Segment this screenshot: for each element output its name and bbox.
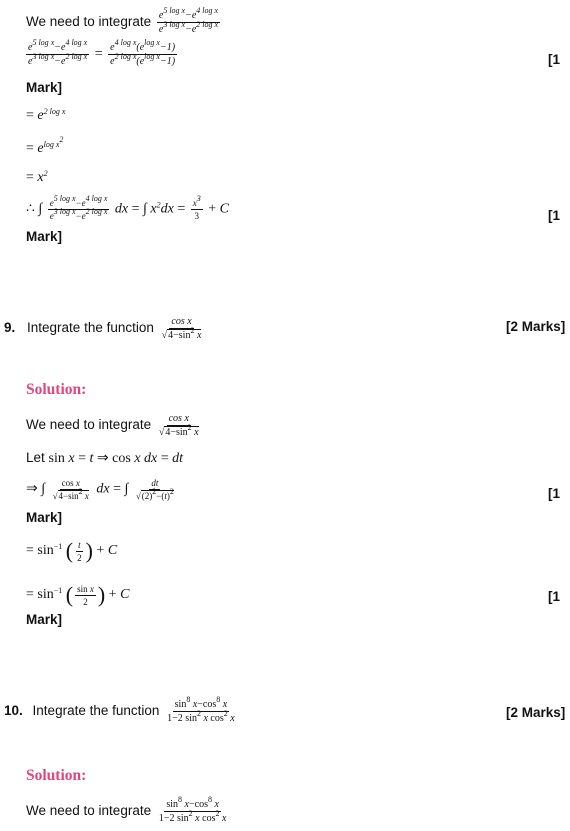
solution-label-10: Solution: — [26, 767, 87, 784]
question-10-number: 10. — [4, 703, 23, 719]
final-integral: ∴ ∫ $\frac{e^{5 log x}-e^{4 log x}}{e^{3 log x}-e^{2 log x}}$ dx = ∫ $x^2dx$ = $\frac{x^3}{3}$ + C — [26, 194, 229, 221]
integrand-fraction: $\frac{e^{5 log x}-e^{4 log x}}{e^{3 log x}-e^{2 log x}}$ — [158, 6, 219, 35]
step-x2: = $x^2$ — [26, 169, 48, 185]
sol9-substitution: ⇒ ∫ $\frac{\text{cos x}}{√4-\sin^2 x}$ dx = ∫ $\frac{dt}{√(2)^2-(t)^2}$ — [26, 478, 174, 501]
question-9 — [4, 316, 205, 341]
mark-word-1: Mark] — [26, 80, 63, 95]
sol9-let-text: Let — [26, 450, 45, 465]
solution-label-9: Solution: — [26, 381, 87, 398]
sol9-fraction: $\frac{\text{cos x}}{√4-\sin^2 x}$ — [158, 413, 199, 438]
question-10 — [4, 695, 239, 724]
sol9-intro-line — [26, 413, 203, 438]
question-10-prompt: Integrate the function — [32, 703, 160, 719]
sol9-step-arcsin-sinx: = $\sin^{-1}$ ( $\frac{\text{sin x}}{2}$ ) + C — [26, 582, 130, 607]
sol9-let-line: Let sin x = t ⇒ cos x dx = dt — [26, 450, 184, 466]
sol9-mark-label-2: [1 — [548, 589, 561, 604]
intro-text: We need to integrate — [26, 14, 152, 30]
question-10-fraction: $\frac{\sin^8 x-\cos^8 x}{1-2 \sin^2 x \cos^2 x}$ — [167, 695, 235, 724]
mark-label-2: [1 — [548, 208, 561, 223]
mark-word-2: Mark] — [26, 229, 63, 244]
sol10-fraction: $\frac{\sin^8 x-\cos^8 x}{1-2 \sin^2 x \cos^2 x}$ — [158, 795, 227, 824]
mark-label-1: [1 — [548, 52, 561, 67]
step-e2logx: = $e^{2 log x}$ — [26, 107, 66, 123]
sol9-mark-word-1: Mark] — [26, 510, 63, 525]
intro-line — [26, 6, 222, 35]
question-9-number: 9. — [4, 320, 16, 336]
step-elogx2: = $e^{log x^2}$ — [26, 135, 64, 156]
sol9-mark-word-2: Mark] — [26, 612, 63, 627]
sol9-intro-text: We need to integrate — [26, 417, 152, 433]
sol10-intro-text: We need to integrate — [26, 803, 152, 819]
question-10-marks: [2 Marks] — [506, 705, 566, 720]
question-9-fraction: $\frac{\text{cos x}}{√4-\sin^2 x}$ — [161, 316, 202, 341]
question-9-marks: [2 Marks] — [506, 319, 566, 334]
sol9-mark-label-1: [1 — [548, 486, 561, 501]
sol9-step-arcsin-t: = $\sin^{-1}$ ( $\frac{t}{2}$ ) + C — [26, 538, 118, 563]
question-9-prompt: Integrate the function — [27, 320, 154, 336]
sol10-intro-line — [26, 795, 230, 824]
factor-equation: $\frac{e^{5 log x}-e^{4 log x}}{e^{3 log x}-e^{2 log x}}$ = $\frac{e^{4 log x}(e^{log x}-1)}{e^{2 log x}(e^{log x}-1)}$ — [28, 38, 176, 67]
